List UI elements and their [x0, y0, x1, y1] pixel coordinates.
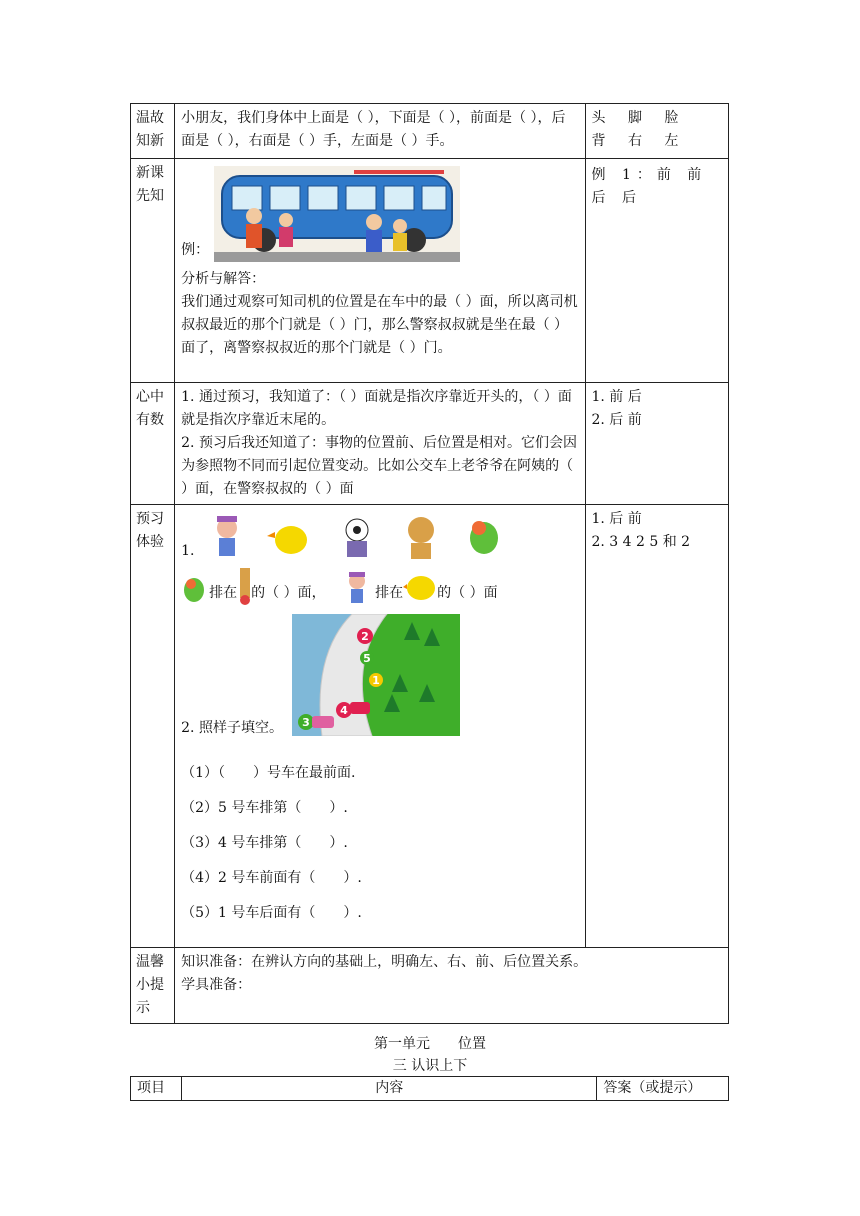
- car-number-label: 2: [361, 630, 369, 643]
- section-heading: 三 认识上下: [392, 1058, 468, 1074]
- row-title: 温馨小提示: [131, 948, 175, 1024]
- row-content: [175, 159, 585, 383]
- row-review: [131, 104, 729, 159]
- header-answer: 答案（或提示）: [597, 1077, 729, 1101]
- questions-list: [181, 756, 578, 931]
- row-content: 知识准备：在辨认方向的基础上，明确左、右、前、后位置关系。 学具准备：: [175, 948, 729, 1024]
- row-answer: 例 1：前 前 后 后: [585, 159, 729, 383]
- duck-icon: [403, 572, 437, 604]
- row-title: 新课先知: [131, 159, 175, 383]
- row-title: 心中有数: [131, 383, 175, 505]
- item-1-label: 1.: [181, 543, 195, 559]
- row-understanding: [131, 383, 729, 505]
- lesson-table: [130, 103, 729, 1024]
- question-4: （4）2 号车前面有（ ）.: [181, 870, 362, 886]
- car-number-label: 1: [372, 674, 380, 687]
- road-cars-illustration: [292, 614, 460, 736]
- header-item: 项目: [131, 1077, 182, 1101]
- bus-illustration: [214, 166, 460, 262]
- analysis-text: 我们通过观察可知司机的位置是在车中的最（ ）面，所以离司机叔叔最近的那个门就是（ ）门，那么警察叔叔就是坐在最（ ）面了，离警察叔叔近的那个门就是（ ）门。: [181, 294, 578, 356]
- question-2: （2）5 号车排第（ ）.: [181, 800, 348, 816]
- car-number-label: 4: [340, 704, 348, 717]
- car-number-label: 5: [363, 652, 371, 665]
- row-answer: 1. 前 后 2. 后 前: [585, 383, 729, 505]
- example-label: 例：: [181, 242, 210, 258]
- car-number-label: 3: [302, 716, 310, 729]
- question-1: （1）（ ）号车在最前面.: [181, 765, 356, 781]
- unit-heading: 第一单元 位置: [374, 1036, 486, 1052]
- row-content: [175, 505, 585, 948]
- item-2-label: 2. 照样子填空。: [181, 720, 283, 736]
- row-content: [175, 383, 585, 505]
- analysis-title: 分析与解答：: [181, 271, 266, 287]
- understanding-item-2: 2. 预习后我还知道了：事物的位置前、后位置是相对。它们会因为参照物不同而引起位置变动。比如公交车上老爷爷在阿姨的（ ）面，在警察叔叔的（ ）面: [181, 435, 577, 497]
- question-3: （3）4 号车排第（ ）.: [181, 835, 348, 851]
- row-answer: 1. 后 前 2. 3 4 2 5 和 2: [585, 505, 729, 948]
- row-practice: [131, 505, 729, 948]
- row-content: 小朋友，我们身体中上面是（ ），下面是（ ），前面是（ ），后面是（ ），右面是（ ）手，左面是（ ）手。: [175, 104, 585, 159]
- bear-icon: [238, 568, 252, 606]
- animals-row-illustration: [199, 514, 519, 564]
- row-tips: [131, 948, 729, 1024]
- row-answer: 头 脚 脸 背 右 左: [585, 104, 729, 159]
- row-title: 预习体验: [131, 505, 175, 948]
- parrot-icon: [181, 574, 207, 604]
- header-content: 内容: [182, 1077, 597, 1101]
- next-section-table: [130, 1076, 729, 1101]
- boy-icon: [343, 572, 371, 606]
- understanding-item-1: 1. 通过预习，我知道了：（ ）面就是指次序靠近开头的，（ ）面就是指次序靠近末尾的。: [181, 389, 572, 428]
- question-5: （5）1 号车后面有（ ）.: [181, 905, 362, 921]
- row-preview: [131, 159, 729, 383]
- item-1-sentence: 排在 的（ ）面， 排在 的（ ）面: [181, 572, 578, 614]
- row-title: 温故知新: [131, 104, 175, 159]
